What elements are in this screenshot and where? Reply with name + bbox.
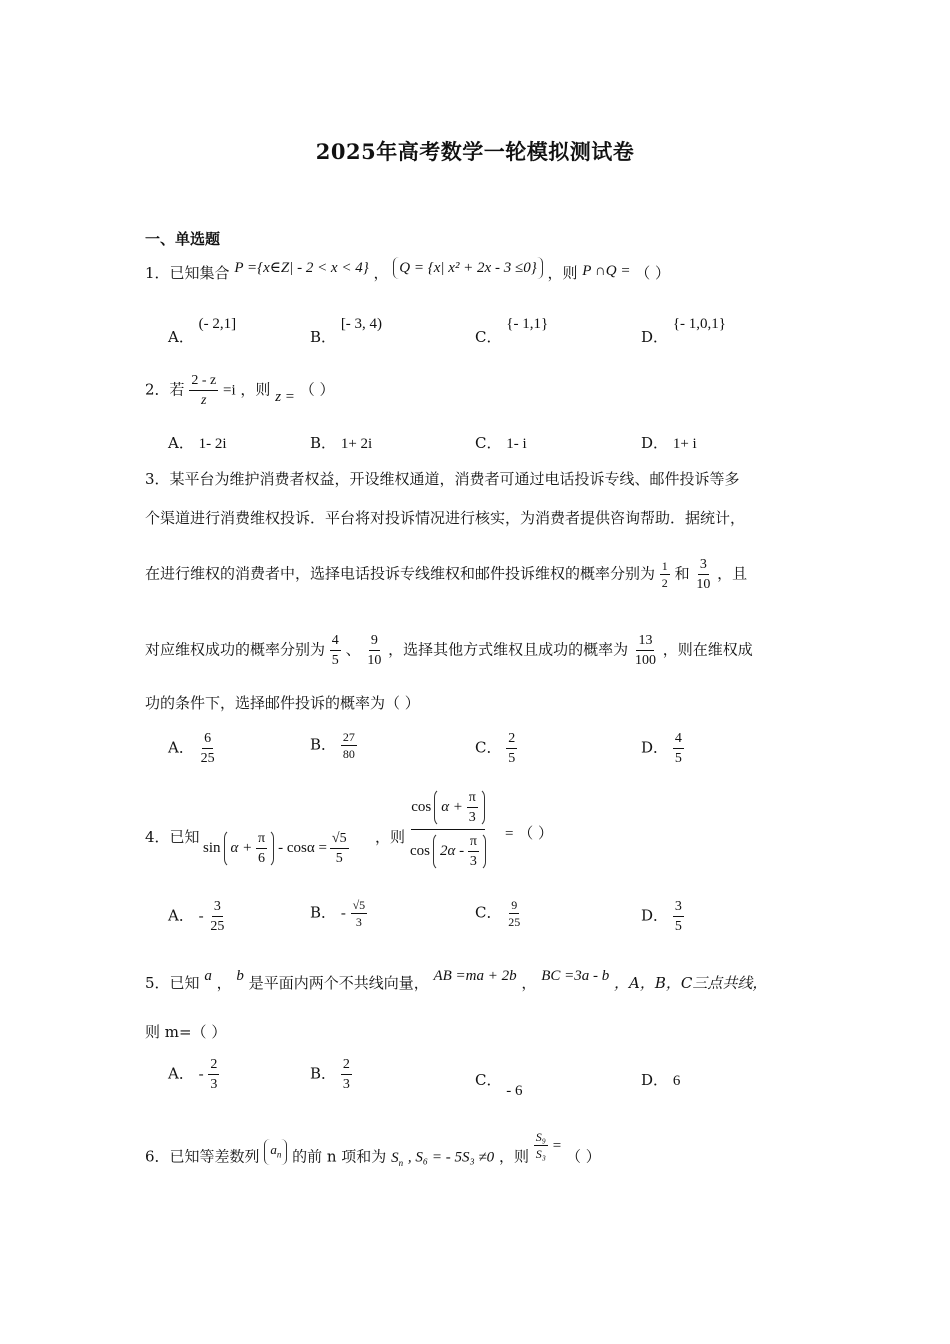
question-1 [145,262,670,285]
alpha-plus: α + [441,798,463,815]
collinear-text: ，A，B，C三点共线， [614,974,768,992]
two-alpha-minus: 2α - [440,842,465,859]
numerator: 6 [202,730,213,749]
vector-ab: AB =ma + 2b [433,968,517,984]
sign: - [198,908,204,925]
fraction [341,730,357,761]
option-value: {- 1,0,1} [672,316,726,332]
question-6-number: 6．已知等差数列 [145,1147,260,1166]
option-label: C． [475,1071,502,1089]
page-title: 2025年高考数学一轮模拟测试卷 [315,139,635,164]
description: 是平面内两个不共线向量， [248,974,429,992]
q2-option-c[interactable] [475,432,527,453]
minus-cos: - cosα = [278,840,327,856]
option-label: B． [310,903,337,922]
q1-option-b[interactable] [310,316,383,347]
fraction [673,730,684,767]
denominator: 5 [331,653,339,668]
fraction [468,833,479,870]
description: 的前 n 项和为 [292,1147,387,1166]
question-6 [145,1130,601,1174]
comma: ， [521,974,537,992]
fraction [199,730,217,767]
numerator: π [467,789,478,808]
text: 在进行维权的消费者中，选择电话投诉专线维权和邮件投诉维权的概率分别为 [145,564,656,583]
denominator: 3 [468,810,476,825]
then-text: ，则 [375,828,406,846]
q2-option-b[interactable] [310,432,372,453]
a: a [270,1141,277,1157]
option-label: D． [641,328,669,346]
option-label: B． [310,1064,337,1083]
option-label: B． [310,735,337,754]
fraction [365,632,383,669]
numerator: S₉ [535,1130,546,1144]
option-label: C． [475,903,502,922]
text: 对应维权成功的概率分别为 [145,640,326,659]
option-label: D． [641,906,669,925]
question-3-line-2: 个渠道进行消费维权投诉．平台将对投诉情况进行核实，为消费者提供咨询帮助．据统计， [145,509,746,527]
cos: cos [411,799,432,815]
option-value: 6 [672,1073,681,1089]
q1-option-d[interactable] [641,316,726,347]
fraction [351,898,368,929]
sum-sn [391,1150,403,1166]
sequence-an [264,1139,287,1166]
fraction [341,1056,352,1093]
question-2 [145,372,335,409]
denominator: 3 [355,915,362,929]
fraction [208,898,226,935]
denominator: 25 [210,919,225,934]
numerator: 4 [673,730,684,749]
q2-option-d[interactable] [641,432,697,453]
question-5-line-2: 则 m=（ ） [145,1023,227,1041]
question-3-line-3 [145,556,747,593]
q5-option-a[interactable] [168,1056,219,1093]
q4-option-d[interactable] [641,898,684,935]
option-label: A． [168,906,194,925]
q5-option-d[interactable] [641,1069,680,1090]
then-text: ，则 [240,380,271,399]
s: S [391,1149,399,1166]
denominator: z [201,393,207,408]
denominator: 100 [634,653,656,668]
fraction [633,632,658,669]
q1-option-c[interactable] [475,316,549,347]
comma: ， [373,264,389,282]
alpha-plus: α + [230,839,253,856]
question-1-number: 1．已知集合 [145,264,230,282]
numerator: 13 [636,632,654,651]
numerator: 2 [208,1056,219,1075]
denominator: S₃ [535,1147,546,1161]
sign: - [340,905,346,922]
z-expr: z = [275,388,295,405]
q3-option-b[interactable] [310,730,357,761]
q4-option-c[interactable] [475,898,522,929]
q4-option-b[interactable] [310,898,367,929]
target-fraction [410,788,486,871]
option-label: C． [475,434,502,452]
option-label: A． [168,738,194,757]
denominator: 5 [674,751,682,766]
option-label: A． [168,1064,194,1083]
ratio-fraction [534,1130,548,1161]
numerator: 9 [369,632,380,651]
answer-blank: （ ） [565,1147,601,1166]
then-text: ，则 [498,1147,529,1166]
option-value: 1- 2i [198,436,227,452]
fraction [506,730,517,767]
fraction [467,789,478,826]
sign: - [198,1066,204,1083]
denominator: 5 [674,919,682,934]
text: 、 [345,640,361,659]
option-label: C． [475,738,502,757]
numerator: 1 [661,559,668,573]
fraction [330,632,341,669]
fraction [208,1056,219,1093]
denominator: 10 [696,577,711,592]
question-4-number: 4．已知 [145,828,200,846]
target-denominator [410,830,486,871]
text: ，选择其他方式维权且成功的概率为 [388,640,629,659]
q5-option-b[interactable] [310,1056,352,1093]
option-label: A． [168,328,194,346]
option-label: D． [641,738,669,757]
equals: = [552,1137,562,1154]
option-value: 1- i [506,436,527,452]
option-label: D． [641,434,669,452]
denominator: 3 [342,1077,350,1092]
option-label: C． [475,328,502,346]
condition: , S₆ = - 5S₃ ≠0 [407,1149,495,1166]
denominator: 25 [508,915,521,929]
answer-blank: （ ） [635,264,671,282]
numerator: √5 [330,830,349,849]
numerator: 3 [212,898,223,917]
given-equation [203,829,349,868]
numerator: π [468,833,479,852]
set-p: P ={x∈Z| - 2 < x < 4} [234,260,369,276]
answer-blank: （ ） [518,824,554,842]
denominator: 2 [661,576,668,590]
q4-option-a[interactable] [168,898,226,935]
equals-i: =i [223,382,236,399]
denominator: 5 [335,851,343,866]
intersection-expr: P ∩Q = [582,263,631,279]
fraction [506,898,522,929]
vector-a: a [204,968,212,984]
text: ，且 [717,564,748,583]
denominator: 80 [342,747,355,761]
text: ，则在维权成 [662,640,753,659]
question-2-number: 2．若 [145,380,185,399]
denominator: 6 [258,851,266,866]
cos: cos [410,843,430,859]
q1-option-a[interactable] [168,316,237,347]
comma: ， [216,974,232,992]
numerator: 4 [330,632,341,651]
numerator: 9 [511,898,518,912]
q3-option-d[interactable] [641,730,684,767]
fraction [330,830,349,867]
fraction [189,372,218,409]
subscript: n [398,1157,404,1168]
numerator: 3 [673,898,684,917]
fraction [660,559,670,590]
then-text: ，则 [547,264,578,282]
fraction [694,556,712,593]
option-value: [- 3, 4) [340,316,383,332]
numerator: 27 [342,730,355,744]
option-value: - 6 [506,1083,523,1099]
option-value: 1+ 2i [340,436,373,452]
numerator: 2 [506,730,517,749]
option-value: 1+ i [672,436,697,452]
option-label: B． [310,328,337,346]
equals: = [505,826,514,842]
option-label: A． [168,434,194,452]
question-3-line-4 [145,632,753,669]
subscript: n [276,1149,282,1160]
vector-b: b [236,968,244,984]
numerator: √5 [352,898,366,912]
section-heading: 一、单选题 [145,230,221,248]
option-label: B． [310,434,337,452]
q2-option-a[interactable] [168,432,227,453]
numerator: 2 [341,1056,352,1075]
question-3-line-1: 3．某平台为维护消费者权益，开设维权通道，消费者可通过电话投诉专线、邮件投诉等多 [145,470,740,488]
numerator: 3 [698,556,709,575]
denominator: 10 [367,653,382,668]
question-3-line-5: 功的条件下，选择邮件投诉的概率为（ ） [145,694,420,712]
option-value: {- 1,1} [506,316,549,332]
text: 和 [674,564,690,583]
denominator: 3 [210,1077,218,1092]
denominator: 5 [508,751,516,766]
denominator: 25 [200,751,215,766]
q3-option-a[interactable] [168,730,217,767]
denominator: 3 [469,854,477,869]
option-label: D． [641,1071,669,1089]
q3-option-c[interactable] [475,730,517,767]
question-5-number: 5．已知 [145,974,200,992]
answer-blank: （ ） [299,380,335,399]
equals-blank [505,822,553,845]
set-q: Q = {x| x² + 2x - 3 ≤0} [393,257,542,279]
paren-group [434,788,485,827]
q5-option-c[interactable] [475,1069,523,1099]
paren-group [433,832,486,871]
numerator: π [256,830,267,849]
question-5 [145,968,768,995]
vector-bc: BC =3a - b [541,968,610,984]
target-numerator [411,788,485,830]
option-value: (- 2,1] [198,316,237,332]
numerator: 2 - z [189,372,218,391]
fraction [673,898,684,935]
paren-group [224,829,275,868]
fraction [256,830,267,867]
sin: sin [203,840,221,856]
